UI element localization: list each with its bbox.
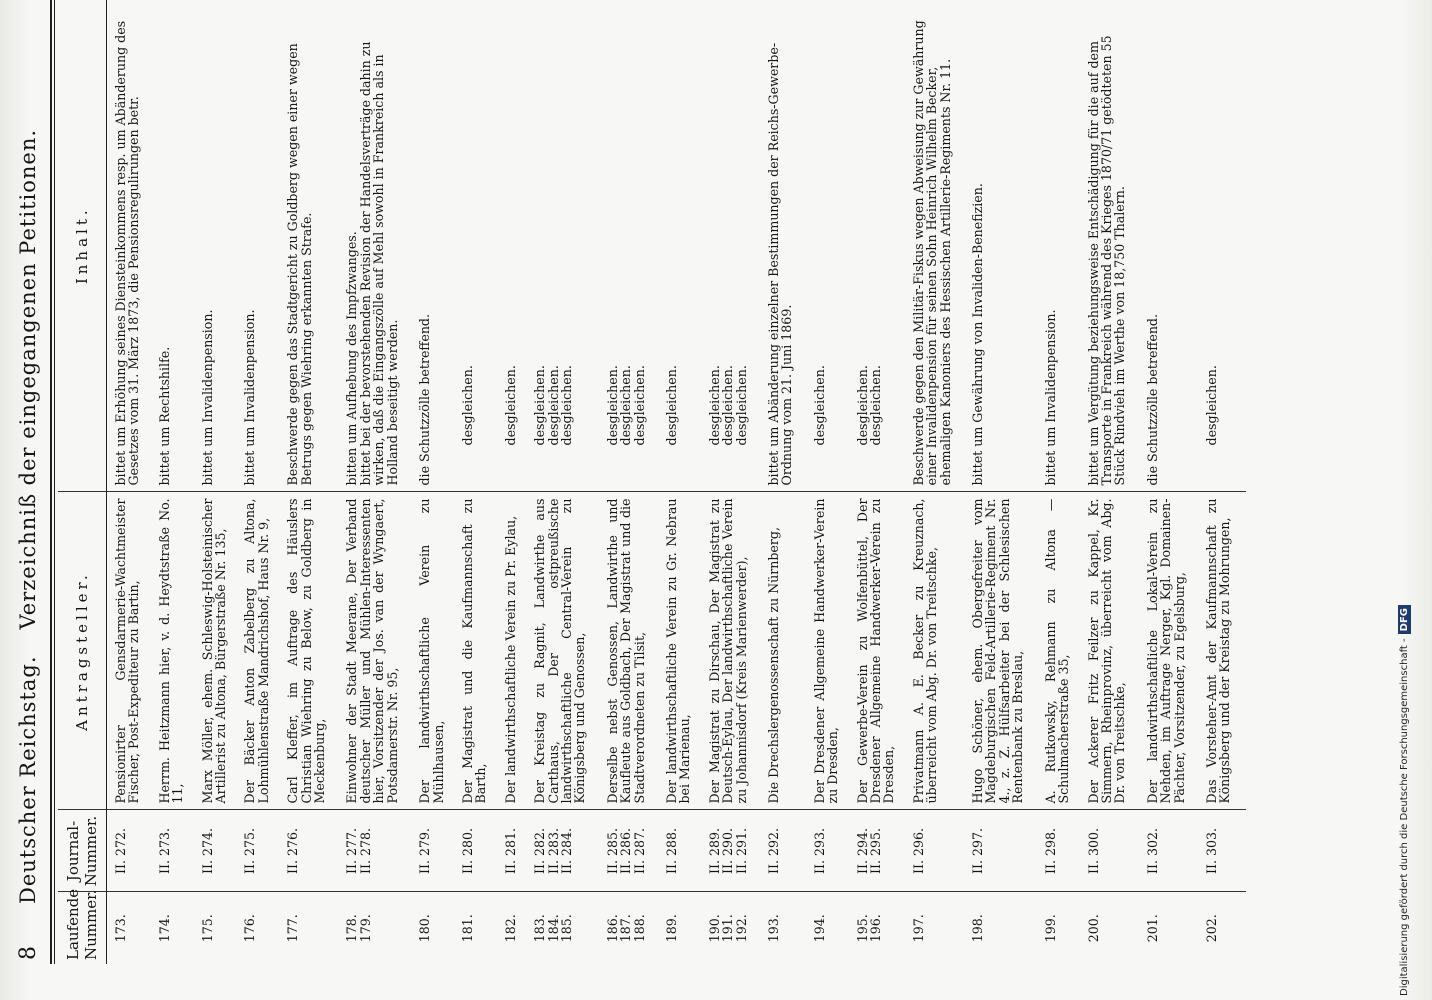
laufende-nummer-cell: 174. [156, 914, 172, 943]
antragsteller-cell: Der Bäcker Anton Zabelberg zu Altona, Lohmühlenstraße Mandrichshof, Haus Nr. 9, [236, 492, 279, 810]
inhalt-cell: bittet um Rechtshilfe. [151, 0, 194, 492]
table-row [338, 0, 411, 964]
laufende-nummer-cell: 199. [1042, 914, 1058, 943]
document-page [6, 0, 1411, 974]
antragsteller-cell: Der Dresdener Allgemeine Handwerker-Verein zu Dresden, [806, 492, 849, 810]
antragsteller-cell: Herrm. Heitzmann hier, v. d. Heydtstraße No. 11, [151, 492, 194, 810]
laufende-nummer-cell: 180. [417, 914, 433, 943]
antragsteller-cell: Der Magistrat und die Kaufmannschaft zu Barth, [454, 492, 497, 810]
inhalt-cell: desgleichen. desgleichen. desgleichen. [701, 0, 760, 492]
laufende-nummer-cell: 202. [1203, 914, 1219, 943]
antragsteller-cell: Hugo Schöner, ehem. Obergefreiter vom Magdeburgischen Feld-Artillerie-Regiment Nr. 4., z. Z. Hülfsarbeiter bei der Schlesischen Rentenbank zu Breslau, [964, 492, 1037, 810]
header-journal-nummer: Journal-Nummer. [58, 810, 107, 892]
table-row [1139, 0, 1198, 964]
antragsteller-cell: Einwohner der Stadt Meerane, Der Verband deutscher Müller und Mühlen-Interessenten hier, Vorsitzender der Jos. van der Wyngaert, Potsdamerstr. Nr. 95, [338, 492, 411, 810]
journal-nummer-cell: II. 288. [658, 810, 701, 892]
table-row [1080, 0, 1139, 964]
inhalt-cell: desgleichen. [1198, 0, 1246, 492]
inhalt-cell: desgleichen. [497, 0, 526, 492]
journal-nummer-cell: II. 297. [964, 810, 1037, 892]
laufende-nummer-cell: 177. [285, 914, 301, 943]
table-row [279, 0, 338, 964]
inhalt-cell: bittet um Gewährung von Invaliden-Benefizien. [964, 0, 1037, 492]
antragsteller-cell: Der landwirthschaftliche Verein zu Gr. Nebrau bei Marienau, [658, 492, 701, 810]
antragsteller-cell: Pensionirter Gensdarmerie-Wachtmeister Fischer, Post-Expediteur zu Bartin, [107, 492, 151, 810]
table-body [107, 0, 1246, 964]
antragsteller-cell: Der landwirthschaftliche Verein zu Mühlhausen, [411, 492, 454, 810]
journal-nummer-cell: II. 280. [454, 810, 497, 892]
journal-nummer-cell: II. 285. II. 286. II. 287. [599, 810, 658, 892]
journal-nummer-cell: II. 274. [194, 810, 237, 892]
inhalt-cell: bittet um Vergütung beziehungsweise Entschädigung für die auf dem Transporte in Frankreich während des Krieges 1870/71 getödteten 55 Stück Rindvieh im Werthe von 18,750 Thalern. [1080, 0, 1139, 492]
journal-nummer-cell: II. 275. [236, 810, 279, 892]
table-row [236, 0, 279, 964]
laufende-nummer-cell: 190. 191. 192. [706, 914, 749, 943]
journal-nummer-cell: II. 300. [1080, 810, 1139, 892]
laufende-nummer-cell: 189. [663, 914, 679, 943]
table-row [760, 0, 806, 964]
table-row [701, 0, 760, 964]
inhalt-cell: desgleichen. [454, 0, 497, 492]
inhalt-cell: desgleichen. desgleichen. desgleichen. [599, 0, 658, 492]
laufende-nummer-cell: 173. [113, 914, 128, 943]
laufende-nummer-cell: 198. [970, 914, 986, 943]
header-inhalt: Inhalt. [58, 0, 107, 492]
antragsteller-cell: Der landwirthschaftliche Verein zu Pr. Eylau, [497, 492, 526, 810]
digitization-note [1398, 6, 1426, 996]
table-header-row [58, 0, 107, 964]
petitions-table [58, 0, 1246, 964]
antragsteller-cell: Der landwirthschaftliche Lokal-Verein zu Nehden, im Auftrage Nerger, Kgl. Domainen-Pächter, Vorsitzender, zu Egelsburg, [1139, 492, 1198, 810]
inhalt-cell: die Schutzzölle betreffend. [1139, 0, 1198, 492]
table-row [526, 0, 599, 964]
journal-nummer-cell: II. 272. [107, 810, 151, 892]
laufende-nummer-cell: 182. [502, 914, 518, 943]
running-title-right: Verzeichniß der eingegangenen Petitionen. [16, 128, 40, 630]
table-row [1037, 0, 1080, 964]
header-laufende-nummer: Laufende Nummer. [58, 892, 107, 964]
table-row [454, 0, 497, 964]
antragsteller-cell: Der Kreistag zu Ragnit, Landwirthe aus Carthaus, Der ostpreußische landwirthschaftliche Central-Verein zu Königsberg und Genossen, [526, 492, 599, 810]
antragsteller-cell: Der Gewerbe-Verein zu Wolfenbüttel, Der Dresdener Allgemeine Handwerker-Verein zu Dresden, [849, 492, 905, 810]
inhalt-cell: bitten um Aufhebung des Impfzwanges. bittet bei der bevorstehenden Revision der Handelsverträge dahin zu wirken, daß die Eingangszölle auf Mehl sowohl in Frankreich als in Holland beseitigt werden. [338, 0, 411, 492]
journal-nummer-cell: II. 281. [497, 810, 526, 892]
table-row [107, 0, 151, 964]
laufende-nummer-cell: 186. 187. 188. [604, 914, 647, 943]
laufende-nummer-cell: 175. [199, 914, 215, 943]
laufende-nummer-cell: 183. 184. 185. [532, 914, 574, 943]
laufende-nummer-cell: 201. [1144, 914, 1160, 943]
table-row [1198, 0, 1246, 964]
running-title [16, 129, 40, 904]
journal-nummer-cell: II. 289. II. 290. II. 291. [701, 810, 760, 892]
inhalt-cell: desgleichen. desgleichen. [849, 0, 905, 492]
journal-nummer-cell: II. 292. [760, 810, 806, 892]
inhalt-cell: bittet um Invalidenpension. [236, 0, 279, 492]
header-rule [50, 0, 52, 964]
laufende-nummer-cell: 200. [1085, 914, 1101, 943]
journal-nummer-cell: II. 302. [1139, 810, 1198, 892]
inhalt-cell: bittet um Invalidenpension. [1037, 0, 1080, 492]
laufende-nummer-cell: 195. 196. [854, 914, 884, 943]
table-row [194, 0, 237, 964]
laufende-nummer-cell: 193. [766, 914, 781, 943]
laufende-nummer-cell: 197. [910, 914, 926, 943]
journal-nummer-cell: II. 279. [411, 810, 454, 892]
table-row [599, 0, 658, 964]
antragsteller-cell: Das Vorsteher-Amt der Kaufmannschaft zu Königsberg und der Kreistag zu Mohrungen, [1198, 492, 1246, 810]
journal-nummer-cell: II. 273. [151, 810, 194, 892]
table-row [964, 0, 1037, 964]
journal-nummer-cell: II. 293. [806, 810, 849, 892]
journal-nummer-cell: II. 298. [1037, 810, 1080, 892]
antragsteller-cell: Der Magistrat zu Dirschau, Der Magistrat zu Deutsch-Eylau, Der landwirthschaftliche Verein zu Johannisdorf (Kreis Marienwerder), [701, 492, 760, 810]
inhalt-cell: die Schutzzölle betreffend. [411, 0, 454, 492]
laufende-nummer-cell: 178. 179. [344, 914, 373, 943]
running-title-left: Deutscher Reichstag. [16, 655, 40, 904]
table-row [905, 0, 964, 964]
laufende-nummer-cell: 181. [459, 914, 475, 943]
inhalt-cell: bittet um Abänderung einzelner Bestimmungen der Reichs-Gewerbe-Ordnung vom 21. Juni 1869. [760, 0, 806, 492]
antragsteller-cell: Derselbe nebst Genossen, Landwirthe und Kaufleute aus Goldbach, Der Magistrat und die Stadtverordneten zu Tilsit, [599, 492, 658, 810]
journal-nummer-cell: II. 277. II. 278. [338, 810, 411, 892]
inhalt-cell: desgleichen. desgleichen. desgleichen. [526, 0, 599, 492]
table-row [806, 0, 849, 964]
dfg-logo: DFG [1398, 605, 1411, 634]
journal-nummer-cell: II. 282. II. 283. II. 284. [526, 810, 599, 892]
antragsteller-cell: Privatmann A. E. Becker zu Kreuznach, überreicht vom Abg. Dr. von Treitschke, [905, 492, 964, 810]
header-antragsteller: Antragsteller. [58, 492, 107, 810]
table-row [849, 0, 905, 964]
journal-nummer-cell: II. 276. [279, 810, 338, 892]
journal-nummer-cell: II. 303. [1198, 810, 1246, 892]
antragsteller-cell: Der Ackerer Fritz Feilzer zu Kappel, Kr. Simmern, Rheinprovinz, überreicht vom Abg. Dr. von Treitschke, [1080, 492, 1139, 810]
inhalt-cell: bittet um Erhöhung seines Diensteinkommens resp. um Abänderung des Gesetzes vom 31. März 1873, die Pensionsregulirungen betr. [107, 0, 151, 492]
journal-nummer-cell: II. 296. [905, 810, 964, 892]
antragsteller-cell: Die Drechslergenossenschaft zu Nürnberg, [760, 492, 806, 810]
inhalt-cell: desgleichen. [806, 0, 849, 492]
inhalt-cell: bittet um Invalidenpension. [194, 0, 237, 492]
inhalt-cell: Beschwerde gegen das Stadtgericht zu Goldberg wegen einer wegen Betrugs gegen Wiehring erkannten Strafe. [279, 0, 338, 492]
laufende-nummer-cell: 194. [811, 914, 827, 943]
header-rule-thin [54, 0, 55, 964]
antragsteller-cell: A. Rutkowsky, Rehmann zu Altona — Schulmacherstraße 35, [1037, 492, 1080, 810]
table-row [658, 0, 701, 964]
table-row [151, 0, 194, 964]
laufende-nummer-cell: 176. [242, 914, 258, 943]
digitization-note-text: Digitalisierung gefördert durch die Deutsche Forschungsgemeinschaft - [1399, 638, 1410, 996]
page-number: 8 [16, 946, 41, 960]
page-header [16, 0, 50, 960]
table-row [411, 0, 454, 964]
inhalt-cell: Beschwerde gegen den Militär-Fiskus wegen Abweisung zur Gewährung einer Invalidenpension für seinen Sohn Heinrich Wilhelm Becker, ehemaligen Kanoniers des Hessischen Artillerie-Regiments Nr. 11. [905, 0, 964, 492]
antragsteller-cell: Marx Möller, ehem. Schleswig-Holsteinischer Artillerist zu Altona, Bürgerstraße Nr. 135, [194, 492, 237, 810]
inhalt-cell: desgleichen. [658, 0, 701, 492]
antragsteller-cell: Carl Kleffer, im Auftrage des Häuslers Christian Wiehring zu Below, zu Goldberg in Meckenburg, [279, 492, 338, 810]
journal-nummer-cell: II. 294. II. 295. [849, 810, 905, 892]
table-row [497, 0, 526, 964]
